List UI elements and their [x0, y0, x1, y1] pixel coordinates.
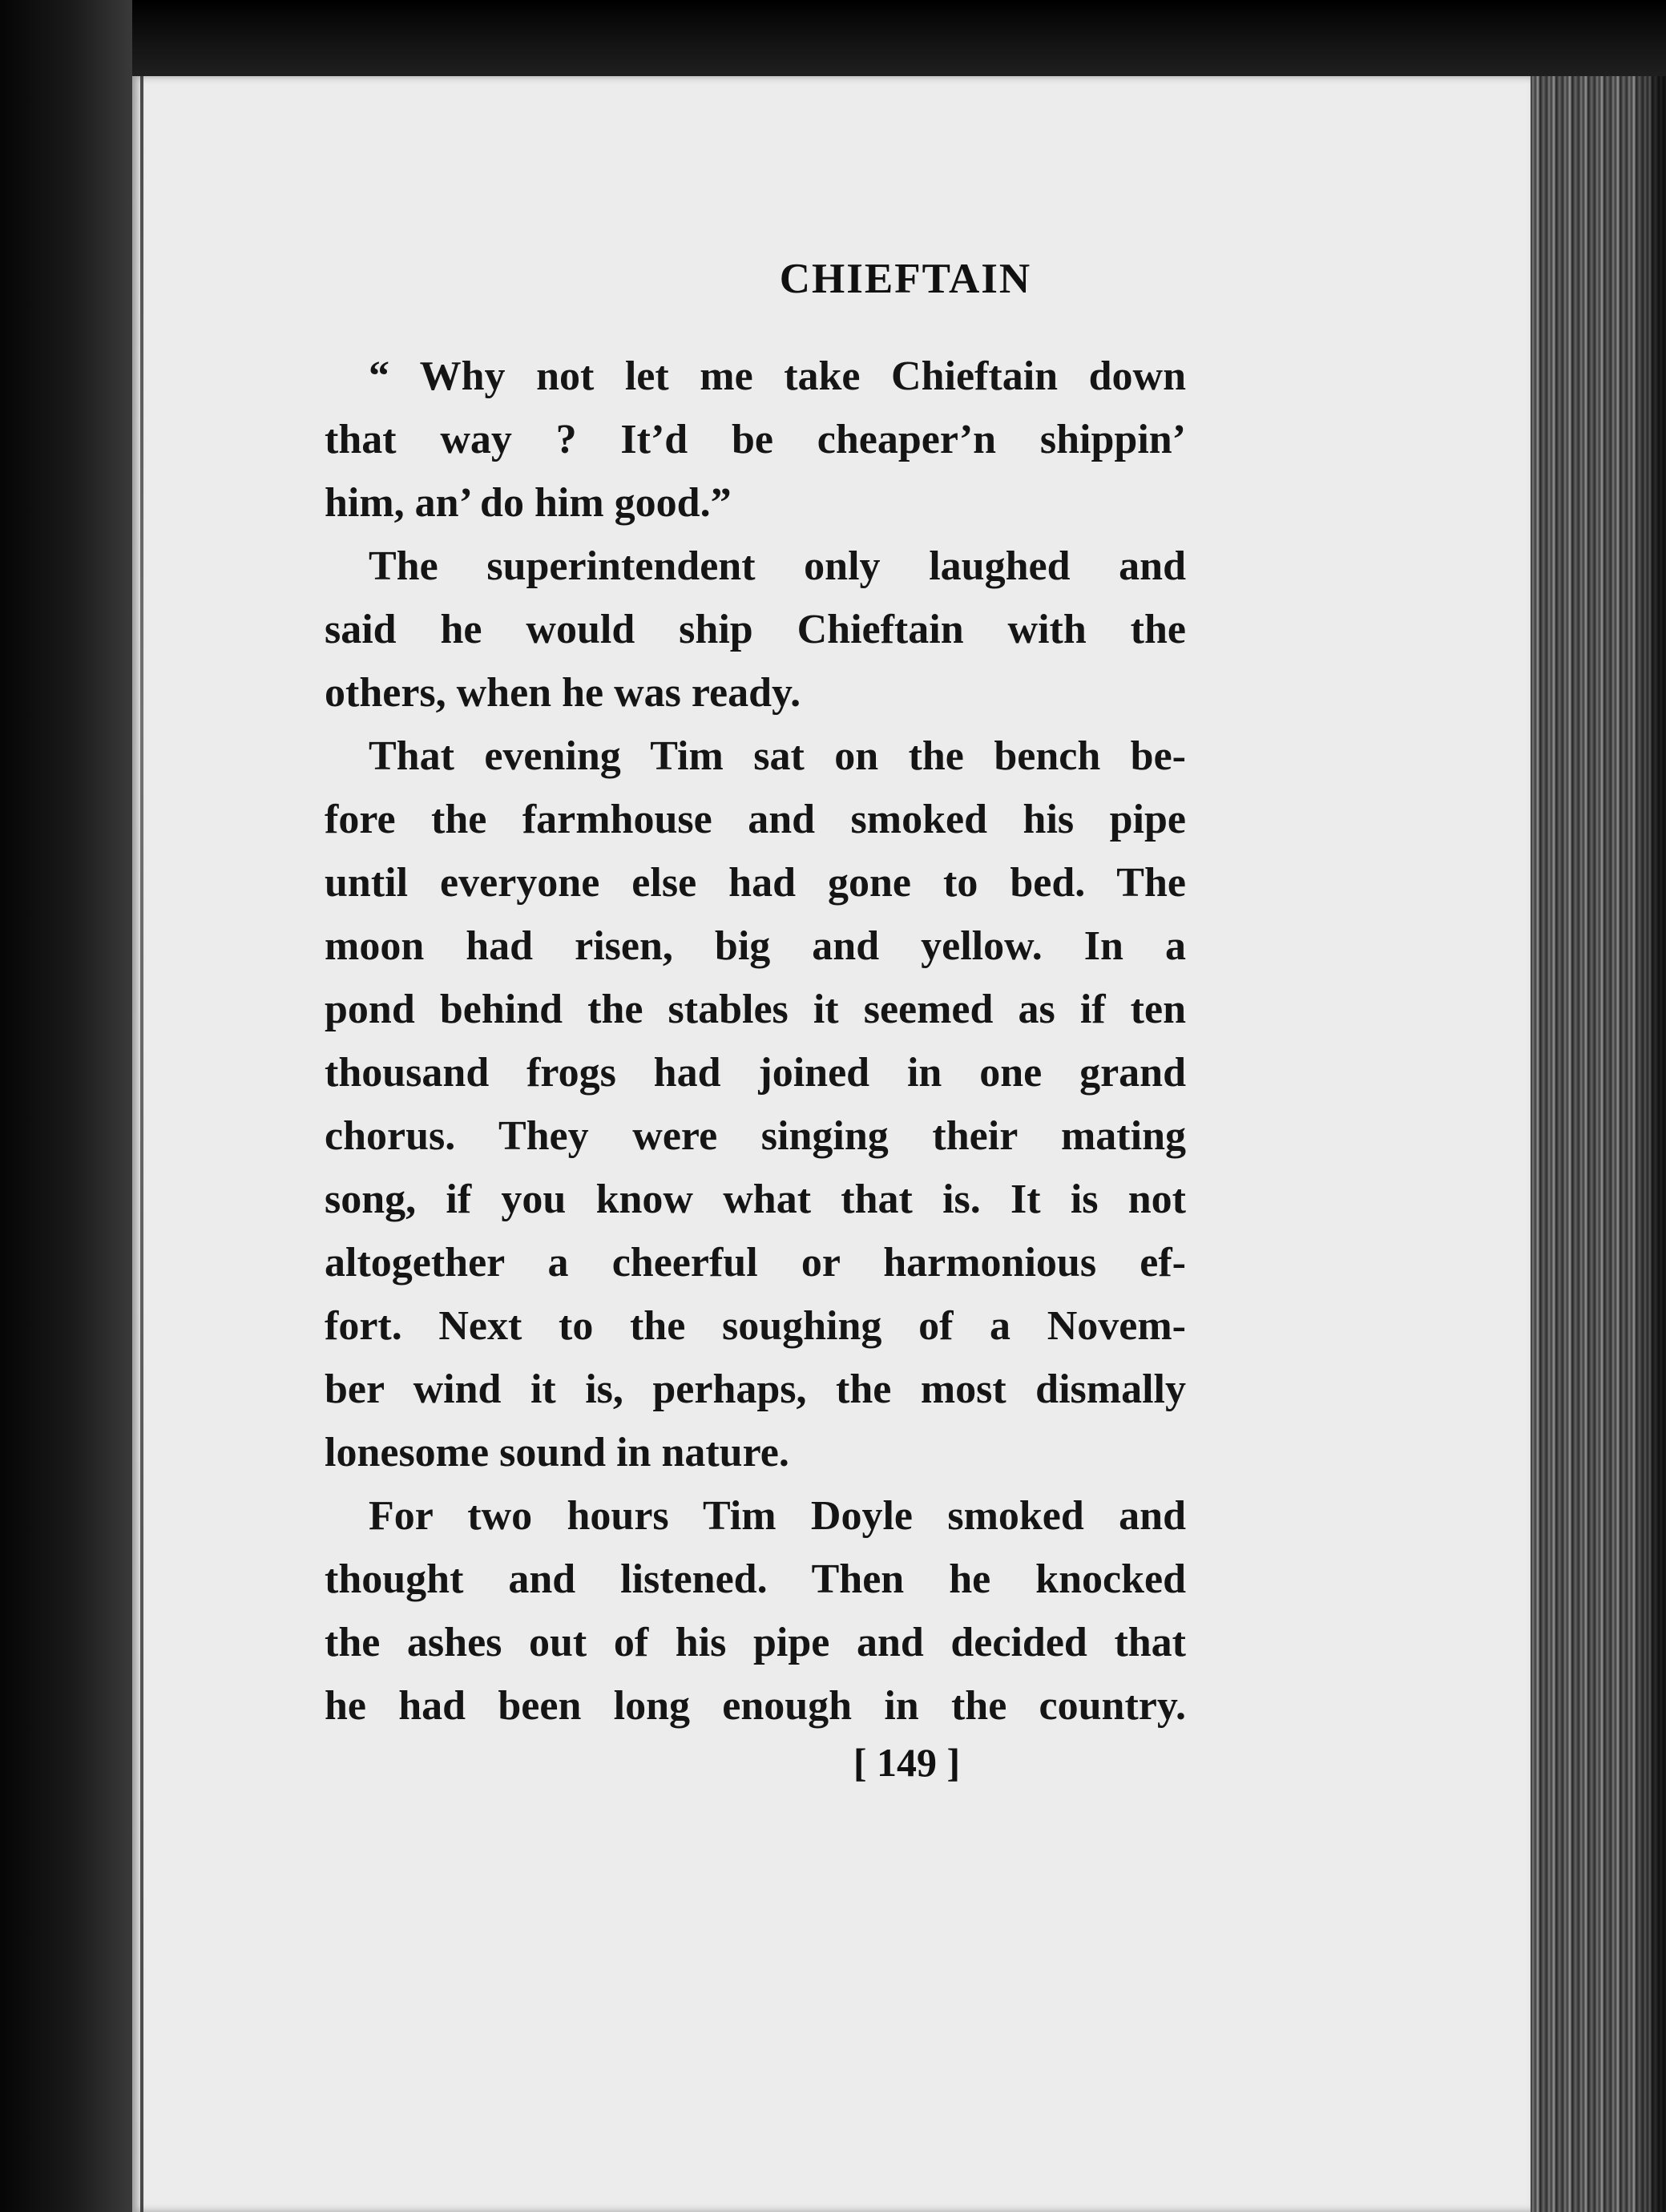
paragraph — [325, 535, 1186, 725]
running-header — [132, 255, 1531, 303]
text-line: that way ? It’d be cheaper’n shippin’ — [325, 417, 1186, 462]
text-line: fort. Next to the soughing of a Novem- — [325, 1303, 1186, 1349]
text-line: altogether a cheerful or harmonious ef- — [325, 1240, 1186, 1286]
text-line: him, an’ do him good.” — [325, 480, 732, 526]
text-line: the ashes out of his pipe and decided that — [325, 1620, 1186, 1665]
paragraph — [325, 1484, 1186, 1738]
scan-border-top — [0, 0, 1666, 76]
text-line: ber wind it is, perhaps, the most dismally — [325, 1366, 1186, 1412]
page-footer — [132, 1739, 1531, 1786]
text-line: pond behind the stables it seemed as if ten — [325, 987, 1186, 1032]
text-line: moon had risen, big and yellow. In a — [325, 923, 1186, 969]
text-line: said he would ship Chieftain with the — [325, 607, 1186, 652]
text-line: he had been long enough in the country. — [325, 1683, 1186, 1729]
text-line: fore the farmhouse and smoked his pipe — [325, 797, 1186, 842]
text-line: until everyone else had gone to bed. The — [325, 860, 1186, 906]
running-title: CHIEFTAIN — [779, 256, 1032, 302]
page-gutter — [140, 76, 143, 2212]
text-line: thought and listened. Then he knocked — [325, 1556, 1186, 1602]
paragraph — [325, 345, 1186, 535]
text-line: “ Why not let me take Chieftain down — [369, 353, 1186, 399]
text-line: chorus. They were singing their mating — [325, 1113, 1186, 1159]
text-line: thousand frogs had joined in one grand — [325, 1050, 1186, 1096]
page-number: [ 149 ] — [853, 1740, 961, 1785]
page-edges-stack — [1531, 76, 1666, 2212]
paragraph — [325, 725, 1186, 1484]
text-line: That evening Tim sat on the bench be- — [369, 733, 1186, 779]
body-text — [325, 345, 1186, 1738]
text-line: lonesome sound in nature. — [325, 1430, 789, 1475]
text-line: The superintendent only laughed and — [369, 543, 1186, 589]
text-line: others, when he was ready. — [325, 670, 801, 716]
text-line: song, if you know what that is. It is not — [325, 1177, 1186, 1222]
scan-border-left — [0, 0, 132, 2212]
text-line: For two hours Tim Doyle smoked and — [369, 1493, 1186, 1539]
